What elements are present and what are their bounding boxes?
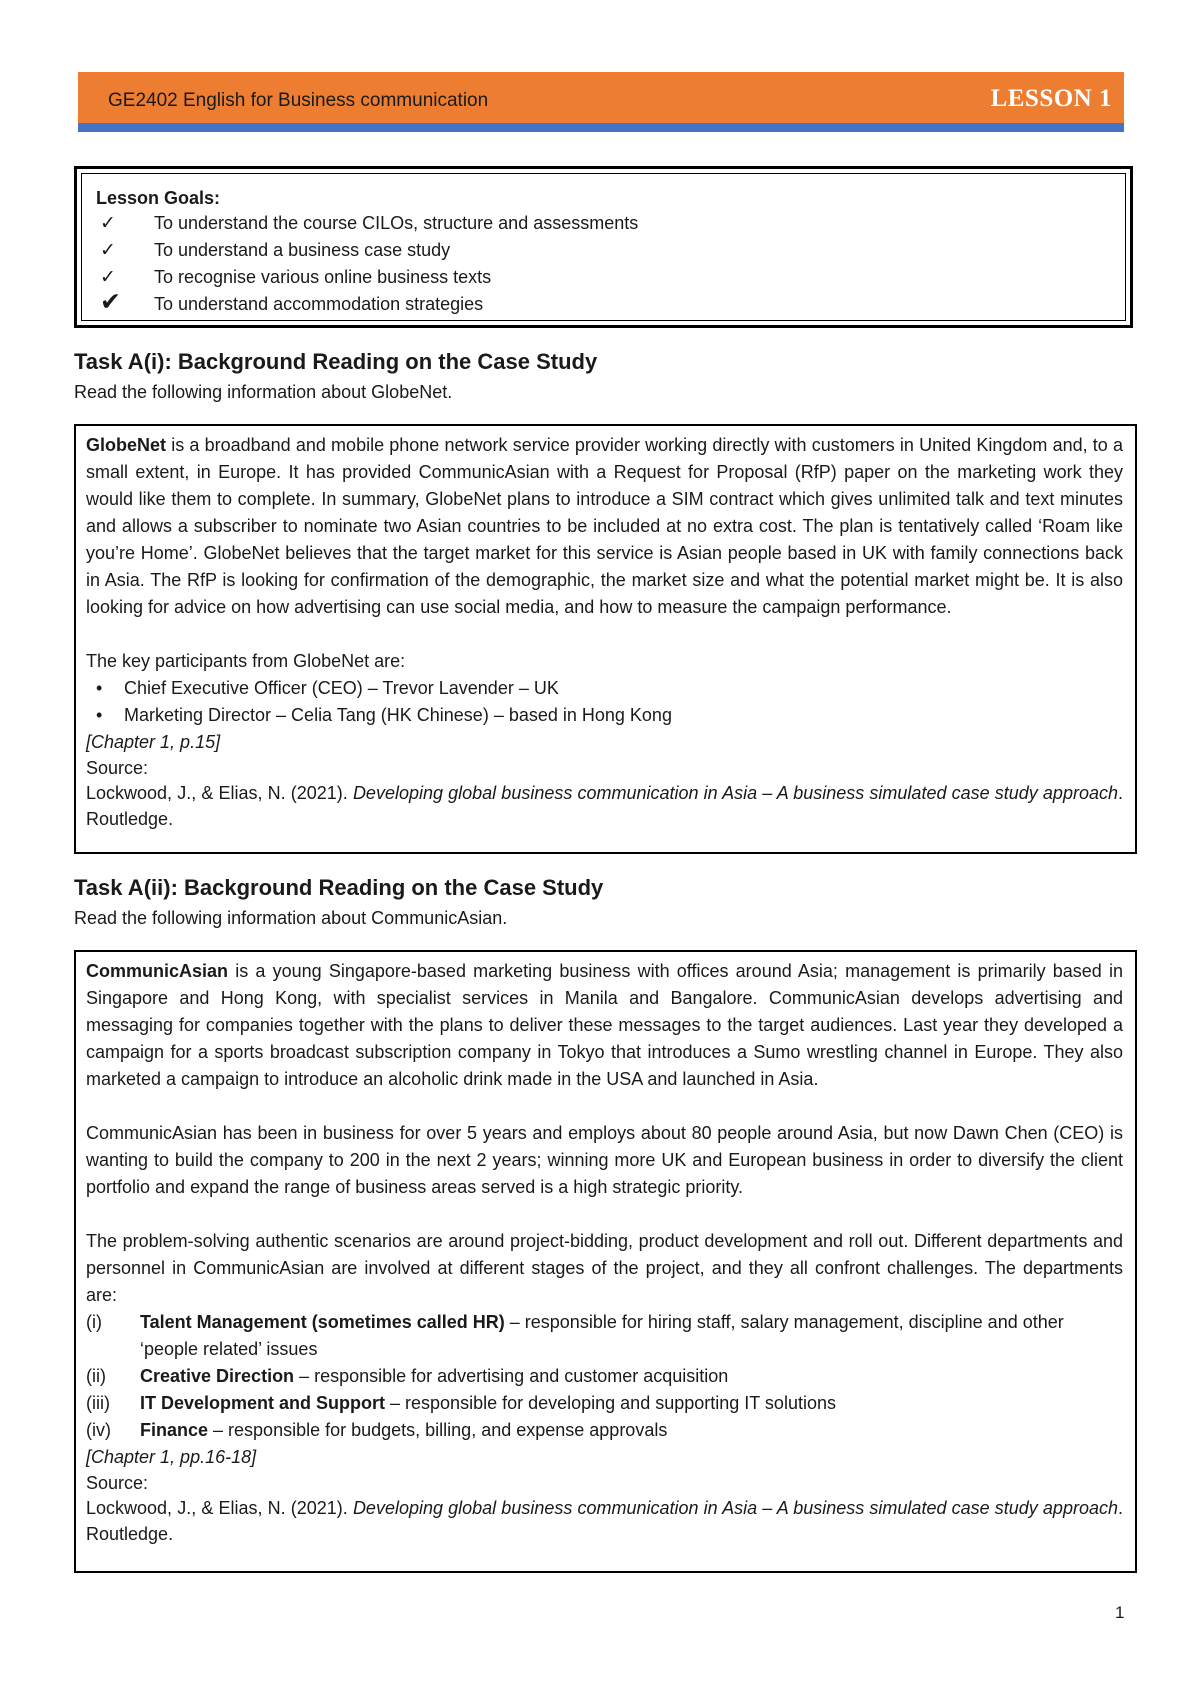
goal-item <box>96 264 1113 291</box>
task-a-ii-instruction: Read the following information about CommunicAsian. <box>74 908 508 928</box>
source-label: Source: <box>86 1473 149 1493</box>
page-number: 1 <box>1115 1603 1125 1622</box>
department-item: (i) Talent Management (sometimes called HR) – responsible for hiring staff, salary management, discipline and other ‘people related’ issues <box>86 1312 1064 1359</box>
goal-item <box>96 237 1113 264</box>
checkmark-icon: ✓ <box>100 212 116 234</box>
goal-text: To understand the course CILOs, structure and assessments <box>154 213 639 233</box>
participant-item: • Chief Executive Officer (CEO) – Trevor Lavender – UK <box>86 675 1123 702</box>
citation: Lockwood, J., & Elias, N. (2021). Developing global business communication in Asia – A business simulated case study approach. Routledge. <box>86 783 1123 829</box>
course-title: GE2402 English for Business communication <box>108 90 489 111</box>
checkmark-icon: ✓ <box>100 266 116 288</box>
communicasian-paragraph-2: CommunicAsian has been in business for over 5 years and employs about 80 people around Asia, but now Dawn Chen (CEO) is wanting to build the company to 200 in the next 2 years; winning more UK and European business in order to diversify the client portfolio and expand the range of business areas served is a high strategic priority. <box>86 1123 1123 1197</box>
communicasian-info-box <box>74 950 1137 1573</box>
bullet-icon: • <box>96 705 103 725</box>
department-item: (ii) Creative Direction – responsible for advertising and customer acquisition <box>86 1366 729 1386</box>
bullet-icon: • <box>96 678 103 698</box>
chapter-reference: [Chapter 1, p.15] <box>86 732 221 752</box>
lesson-label: LESSON 1 <box>990 85 1112 112</box>
company-name: GlobeNet <box>86 435 167 455</box>
goal-item <box>96 287 1113 318</box>
company-name: CommunicAsian <box>86 961 229 981</box>
lesson-goals-box <box>74 166 1133 328</box>
goal-item <box>96 210 1113 237</box>
task-a-i-instruction: Read the following information about GlobeNet. <box>74 382 453 402</box>
department-item: (iii) IT Development and Support – responsible for developing and supporting IT solutions <box>86 1393 836 1413</box>
globenet-paragraph: GlobeNet is a broadband and mobile phone network service provider working directly with customers in United Kingdom and, to a small extent, in Europe. It has provided CommunicAsian with a Request for Proposal (RfP) paper on the marketing work they would like them to complete. In summary, GlobeNet plans to introduce a SIM contract which gives unlimited talk and text minutes and allows a subscriber to nominate two Asian countries to be included at no extra cost. The plan is tentatively called ‘Roam like you’re Home’. GlobeNet believes that the target market for this service is Asian people based in UK with family connections back in Asia. The RfP is looking for confirmation of the demographic, the market size and what the potential market might be. It is also looking for advice on how advertising can use social media, and how to measure the campaign performance. <box>86 435 1123 617</box>
communicasian-paragraph-3: The problem-solving authentic scenarios are around project-bidding, product development and roll out. Different departments and personnel in CommunicAsian are involved at different stages of the project, and they all confront challenges. The departments are: <box>86 1231 1123 1305</box>
globenet-info-box <box>74 424 1137 854</box>
chapter-reference: [Chapter 1, pp.16-18] <box>86 1447 257 1467</box>
page-header <box>78 72 1124 132</box>
communicasian-paragraph-1: CommunicAsian is a young Singapore-based marketing business with offices around Asia; management is primarily based in Singapore and Hong Kong, with specialist services in Manila and Bangalore. CommunicAsian develops advertising and messaging for companies together with the plans to deliver these messages to the target audiences. Last year they developed a campaign for a sports broadcast subscription company in Tokyo that introduces a Sumo wrestling channel in Europe. They also marketed a campaign to introduce an alcoholic drink made in the USA and launched in Asia. <box>86 961 1123 1089</box>
goal-text: To understand a business case study <box>154 240 451 260</box>
task-a-ii-title: Task A(ii): Background Reading on the Case Study <box>74 875 604 900</box>
lesson-goals-title: Lesson Goals: <box>96 188 221 208</box>
task-a-i-title: Task A(i): Background Reading on the Case Study <box>74 349 598 374</box>
checkmark-icon: ✓ <box>100 239 116 261</box>
department-item: (iv) Finance – responsible for budgets, billing, and expense approvals <box>86 1420 668 1440</box>
checkmark-icon: ✔ <box>100 287 121 316</box>
participants-intro: The key participants from GlobeNet are: <box>86 651 406 671</box>
goal-text: To recognise various online business texts <box>154 267 492 287</box>
goal-text: To understand accommodation strategies <box>154 294 484 314</box>
source-label: Source: <box>86 758 149 778</box>
participant-item: • Marketing Director – Celia Tang (HK Chinese) – based in Hong Kong <box>86 702 1123 729</box>
citation: Lockwood, J., & Elias, N. (2021). Developing global business communication in Asia – A business simulated case study approach. Routledge. <box>86 1498 1123 1544</box>
